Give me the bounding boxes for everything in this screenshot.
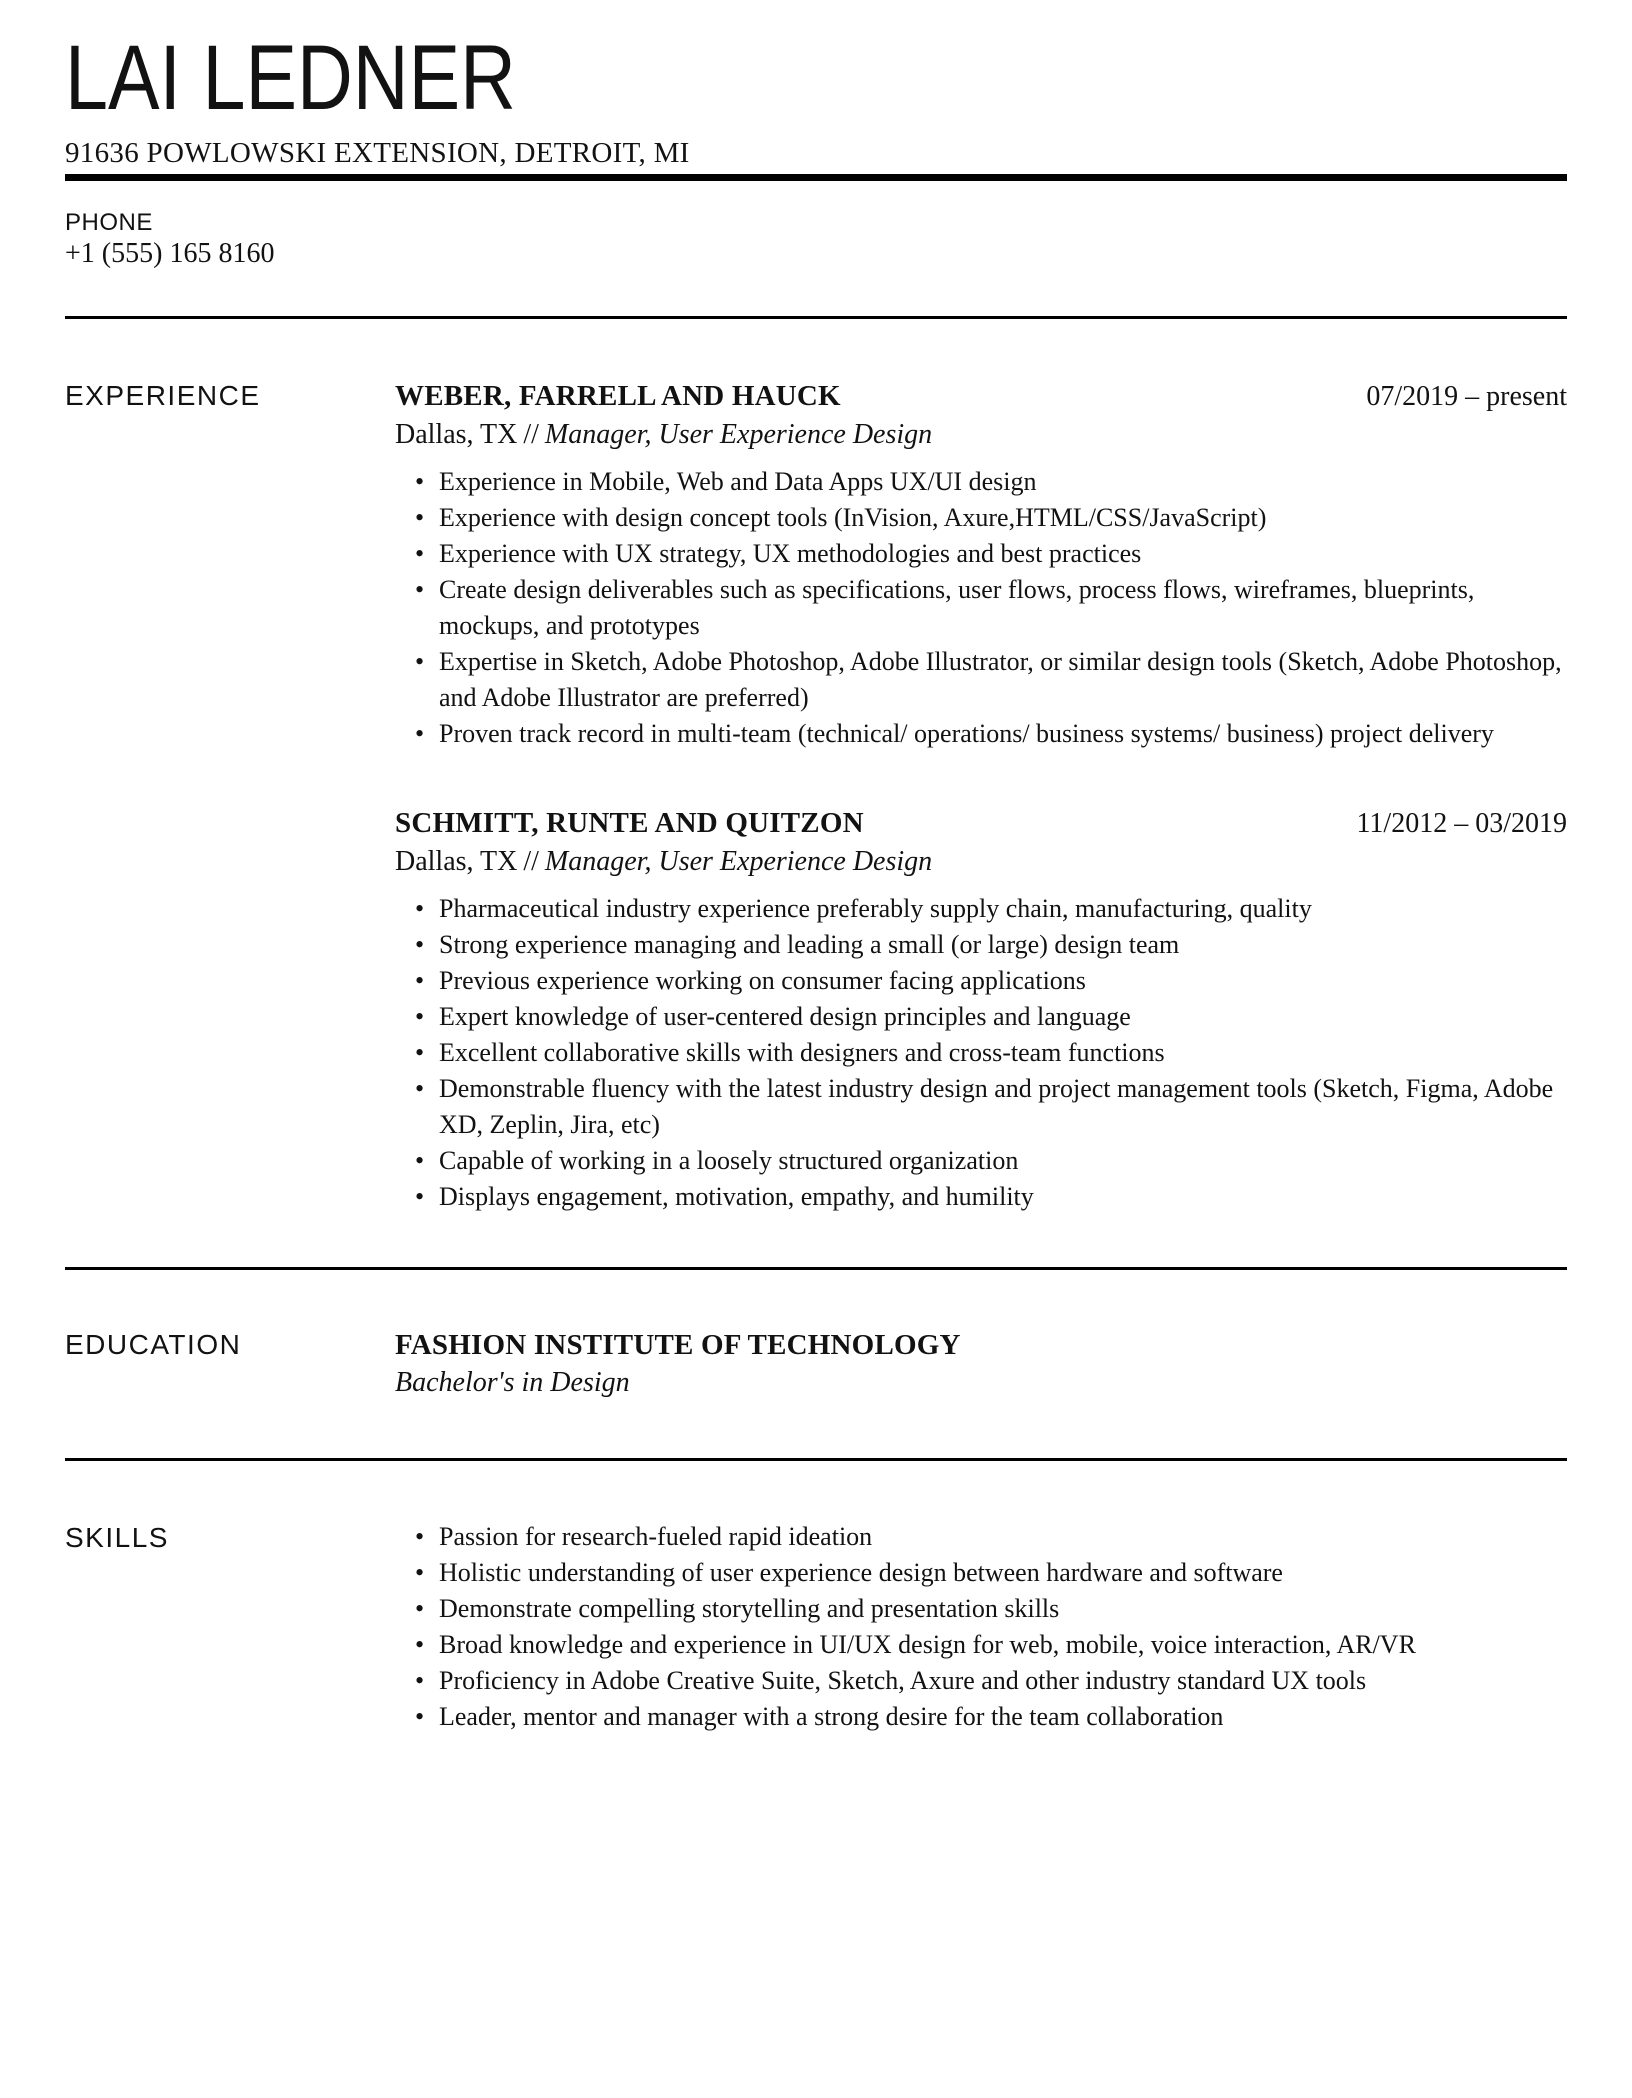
- job-title-separator: //: [523, 419, 539, 450]
- phone-label: PHONE: [65, 209, 153, 236]
- job-role: Manager, User Experience Design: [544, 846, 933, 877]
- bullet-item: • Broad knowledge and experience in UI/UX design for web, mobile, voice interaction, AR/VR: [395, 1627, 1567, 1663]
- bullet-item: • Proficiency in Adobe Creative Suite, Sketch, Axure and other industry standard UX tools: [395, 1663, 1567, 1699]
- bullet-item: • Proven track record in multi-team (technical/ operations/ business systems/ business) project delivery: [395, 716, 1567, 752]
- education-section-label: EDUCATION: [65, 1329, 242, 1360]
- job-entry: [395, 804, 1567, 1215]
- phone-value: +1 (555) 165 8160: [65, 238, 275, 269]
- bullet-item: • Excellent collaborative skills with designers and cross-team functions: [395, 1035, 1567, 1071]
- company-name: SCHMITT, RUNTE AND QUITZON: [395, 807, 864, 839]
- job-location: Dallas, TX: [395, 846, 518, 877]
- bullet-item: • Displays engagement, motivation, empathy, and humility: [395, 1179, 1567, 1215]
- job-subtitle: [395, 843, 1567, 881]
- section-experience: [65, 377, 1567, 1215]
- bullet-item: • Experience with UX strategy, UX methodologies and best practices: [395, 536, 1567, 572]
- job-subtitle: [395, 416, 1567, 454]
- job-dates: 07/2019 – present: [1366, 381, 1567, 412]
- job-entry: [395, 377, 1567, 752]
- bullet-item: • Pharmaceutical industry experience preferably supply chain, manufacturing, quality: [395, 891, 1567, 927]
- job-bullet-list: [395, 464, 1567, 752]
- bullet-item: • Demonstrable fluency with the latest industry design and project management tools (Sketch, Figma, Adobe XD, Zeplin, Jira, etc): [395, 1071, 1567, 1143]
- job-title-separator: //: [523, 846, 539, 877]
- section-skills: [65, 1519, 1567, 1735]
- bullet-item: • Leader, mentor and manager with a strong desire for the team collaboration: [395, 1699, 1567, 1735]
- candidate-address: 91636 POWLOWSKI EXTENSION, DETROIT, MI: [65, 137, 690, 169]
- experience-section-label: EXPERIENCE: [65, 380, 261, 411]
- job-location: Dallas, TX: [395, 419, 518, 450]
- skills-list: [395, 1519, 1567, 1735]
- bullet-item: • Expertise in Sketch, Adobe Photoshop, Adobe Illustrator, or similar design tools (Sketch, Adobe Photoshop, and Adobe Illustrator are preferred): [395, 644, 1567, 716]
- section-divider: [65, 316, 1567, 319]
- section-education: [65, 1326, 1567, 1402]
- bullet-item: • Experience with design concept tools (InVision, Axure,HTML/CSS/JavaScript): [395, 500, 1567, 536]
- bullet-item: • Create design deliverables such as specifications, user flows, process flows, wireframes, blueprints, mockups, and prototypes: [395, 572, 1567, 644]
- skills-section-body: [395, 1519, 1567, 1735]
- candidate-name: LAI LEDNER: [65, 27, 516, 129]
- job-head: [395, 377, 1567, 416]
- job-role: Manager, User Experience Design: [544, 419, 933, 450]
- bullet-item: • Demonstrate compelling storytelling and presentation skills: [395, 1591, 1567, 1627]
- experience-section-body: [395, 377, 1567, 1215]
- section-divider: [65, 1458, 1567, 1461]
- bullet-item: • Strong experience managing and leading a small (or large) design team: [395, 927, 1567, 963]
- resume-header: [65, 27, 1567, 270]
- job-dates: 11/2012 – 03/2019: [1356, 808, 1567, 839]
- bullet-item: • Capable of working in a loosely structured organization: [395, 1143, 1567, 1179]
- job-head: [395, 804, 1567, 843]
- job-bullet-list: [395, 891, 1567, 1215]
- bullet-item: • Experience in Mobile, Web and Data Apps UX/UI design: [395, 464, 1567, 500]
- bullet-item: • Passion for research-fueled rapid ideation: [395, 1519, 1567, 1555]
- company-name: WEBER, FARRELL AND HAUCK: [395, 380, 841, 412]
- bullet-item: • Holistic understanding of user experience design between hardware and software: [395, 1555, 1567, 1591]
- degree: Bachelor's in Design: [395, 1367, 630, 1398]
- bullet-item: • Expert knowledge of user-centered design principles and language: [395, 999, 1567, 1035]
- section-divider: [65, 1267, 1567, 1270]
- bullet-item: • Previous experience working on consumer facing applications: [395, 963, 1567, 999]
- header-rule: [65, 174, 1567, 181]
- skills-section-label: SKILLS: [65, 1522, 169, 1553]
- school-name: FASHION INSTITUTE OF TECHNOLOGY: [395, 1329, 961, 1361]
- education-section-body: [395, 1326, 1567, 1402]
